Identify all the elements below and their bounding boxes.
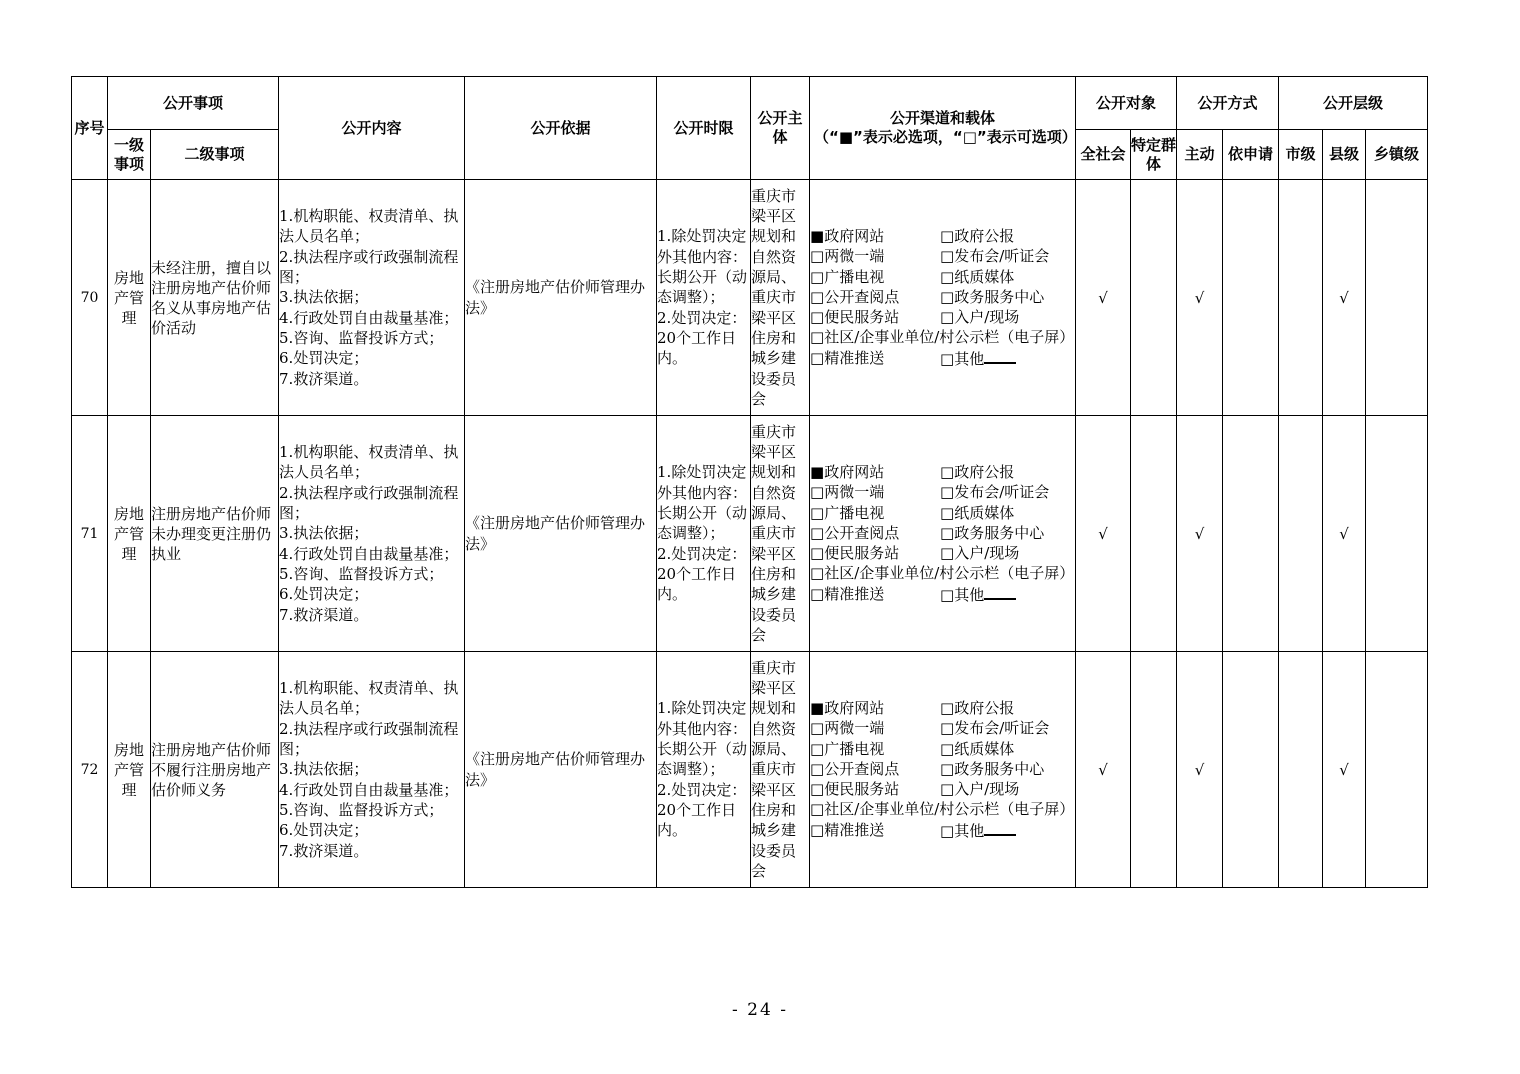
channel-service-center: □政务服务中心 xyxy=(940,287,1045,306)
channel-door: □入户/现场 xyxy=(940,308,1020,327)
channel-service-center: □政务服务中心 xyxy=(940,523,1045,542)
row-item: 未经注册，擅自以注册房地产估价师名义从事房地产估价活动 xyxy=(151,180,279,416)
row-content xyxy=(279,180,465,416)
header-method-active: 主动 xyxy=(1177,130,1223,180)
row-item: 注册房地产估价师未办理变更注册仍执业 xyxy=(151,416,279,652)
channel-service-station: □便民服务站 xyxy=(810,308,900,327)
channel-community: □社区/企事业单位/村公示栏（电子屏） xyxy=(810,328,1075,347)
level-city-check xyxy=(1279,416,1323,652)
channel-gov-site: ■政府网站 xyxy=(810,226,885,245)
channel-other: □其他 xyxy=(940,821,985,840)
row-time xyxy=(657,416,751,652)
channel-reading: □公开查阅点 xyxy=(810,759,900,778)
content-line: 1.机构职能、权责清单、执法人员名单； xyxy=(279,679,459,718)
method-active-check: √ xyxy=(1177,416,1223,652)
channel-gov-bulletin: □政府公报 xyxy=(940,462,1015,481)
page-number: - 24 - xyxy=(732,1000,788,1020)
channel-gov-bulletin: □政府公报 xyxy=(940,226,1015,245)
row-channels xyxy=(810,416,1076,652)
time-line: 1.除处罚决定外其他内容：长期公开（动态调整）； xyxy=(657,227,748,307)
content-line: 1.机构职能、权责清单、执法人员名单； xyxy=(279,443,459,482)
channel-other: □其他 xyxy=(940,585,985,604)
row-time xyxy=(657,180,751,416)
header-level2: 二级事项 xyxy=(151,130,279,180)
target-all-check: √ xyxy=(1076,180,1131,416)
time-line: 2.处罚决定：20个工作日内。 xyxy=(657,544,747,604)
channel-reading: □公开查阅点 xyxy=(810,523,900,542)
header-time: 公开时限 xyxy=(657,77,751,180)
header-method: 公开方式 xyxy=(1177,77,1279,130)
channel-service-center: □政务服务中心 xyxy=(940,759,1045,778)
table-row xyxy=(72,416,1428,652)
content-line: 6.处罚决定； xyxy=(279,349,369,368)
channel-door: □入户/现场 xyxy=(940,780,1020,799)
row-basis: 《注册房地产估价师管理办法》 xyxy=(465,652,657,888)
header-basis: 公开依据 xyxy=(465,77,657,180)
content-line: 6.处罚决定； xyxy=(279,821,369,840)
header-seq: 序号 xyxy=(72,77,108,180)
target-specific-check xyxy=(1131,180,1177,416)
channel-community: □社区/企事业单位/村公示栏（电子屏） xyxy=(810,800,1075,819)
header-level-county: 县级 xyxy=(1323,130,1366,180)
channel-push: □精准推送 xyxy=(810,584,885,603)
target-all-check: √ xyxy=(1076,416,1131,652)
method-apply-check xyxy=(1223,652,1279,888)
table-row xyxy=(72,652,1428,888)
target-specific-check xyxy=(1131,652,1177,888)
header-level: 公开层级 xyxy=(1279,77,1428,130)
row-content xyxy=(279,416,465,652)
row-seq: 72 xyxy=(72,652,108,888)
channel-paper: □纸质媒体 xyxy=(940,267,1015,286)
row-basis: 《注册房地产估价师管理办法》 xyxy=(465,416,657,652)
content-line: 7.救济渠道。 xyxy=(279,369,369,388)
channel-broadcast: □广播电视 xyxy=(810,503,885,522)
header-channels-note: （“■”表示必选项，“□”表示可选项） xyxy=(814,128,1077,146)
level-county-check: √ xyxy=(1323,180,1366,416)
row-item: 注册房地产估价师不履行注册房地产估价师义务 xyxy=(151,652,279,888)
row-subject: 重庆市梁平区规划和自然资源局、重庆市梁平区住房和城乡建设委员会 xyxy=(751,180,810,416)
content-line: 5.咨询、监督投诉方式； xyxy=(279,800,444,819)
row-category: 房地产管理 xyxy=(108,652,151,888)
header-subject: 公开主体 xyxy=(751,77,810,180)
method-active-check: √ xyxy=(1177,180,1223,416)
channel-two-one: □两微一端 xyxy=(810,483,885,502)
row-seq: 71 xyxy=(72,416,108,652)
content-line: 2.执法程序或行政强制流程图； xyxy=(279,483,459,523)
row-channels xyxy=(810,180,1076,416)
content-line: 4.行政处罚自由裁量基准； xyxy=(279,308,459,327)
row-basis: 《注册房地产估价师管理办法》 xyxy=(465,180,657,416)
channel-broadcast: □广播电视 xyxy=(810,267,885,286)
channel-press: □发布会/听证会 xyxy=(940,483,1050,502)
content-line: 7.救济渠道。 xyxy=(279,841,369,860)
disclosure-table xyxy=(71,76,1428,888)
header-channels-title: 公开渠道和载体 xyxy=(890,109,996,127)
table-row xyxy=(72,180,1428,416)
channel-other: □其他 xyxy=(940,349,985,368)
level-town-check xyxy=(1366,652,1428,888)
header-level-city: 市级 xyxy=(1279,130,1323,180)
header-target: 公开对象 xyxy=(1076,77,1177,130)
content-line: 6.处罚决定； xyxy=(279,585,369,604)
target-specific-check xyxy=(1131,416,1177,652)
content-line: 3.执法依据； xyxy=(279,524,369,543)
content-line: 2.执法程序或行政强制流程图； xyxy=(279,247,459,287)
row-content xyxy=(279,652,465,888)
content-line: 5.咨询、监督投诉方式； xyxy=(279,328,444,347)
row-channels xyxy=(810,652,1076,888)
content-line: 7.救济渠道。 xyxy=(279,605,369,624)
content-line: 4.行政处罚自由裁量基准； xyxy=(279,780,459,799)
channel-door: □入户/现场 xyxy=(940,544,1020,563)
header-target-all: 全社会 xyxy=(1076,130,1131,180)
time-line: 2.处罚决定：20个工作日内。 xyxy=(657,780,747,840)
channel-gov-bulletin: □政府公报 xyxy=(940,698,1015,717)
method-active-check: √ xyxy=(1177,652,1223,888)
row-category: 房地产管理 xyxy=(108,180,151,416)
row-subject: 重庆市梁平区规划和自然资源局、重庆市梁平区住房和城乡建设委员会 xyxy=(751,416,810,652)
row-category: 房地产管理 xyxy=(108,416,151,652)
other-blank xyxy=(984,584,1016,600)
header-level1: 一级事项 xyxy=(108,130,151,180)
level-city-check xyxy=(1279,652,1323,888)
channel-broadcast: □广播电视 xyxy=(810,739,885,758)
content-line: 2.执法程序或行政强制流程图； xyxy=(279,719,459,759)
other-blank xyxy=(984,820,1016,836)
channel-gov-site: ■政府网站 xyxy=(810,698,885,717)
content-line: 3.执法依据； xyxy=(279,760,369,779)
level-town-check xyxy=(1366,416,1428,652)
channel-reading: □公开查阅点 xyxy=(810,287,900,306)
header-items: 公开事项 xyxy=(108,77,279,130)
level-city-check xyxy=(1279,180,1323,416)
channel-press: □发布会/听证会 xyxy=(940,719,1050,738)
channel-paper: □纸质媒体 xyxy=(940,739,1015,758)
header-channels xyxy=(810,77,1076,180)
row-time xyxy=(657,652,751,888)
content-line: 3.执法依据； xyxy=(279,288,369,307)
channel-push: □精准推送 xyxy=(810,348,885,367)
header-content: 公开内容 xyxy=(279,77,465,180)
channel-two-one: □两微一端 xyxy=(810,247,885,266)
level-town-check xyxy=(1366,180,1428,416)
time-line: 1.除处罚决定外其他内容：长期公开（动态调整）； xyxy=(657,463,748,543)
channel-paper: □纸质媒体 xyxy=(940,503,1015,522)
level-county-check: √ xyxy=(1323,416,1366,652)
channel-community: □社区/企事业单位/村公示栏（电子屏） xyxy=(810,564,1075,583)
level-county-check: √ xyxy=(1323,652,1366,888)
channel-push: □精准推送 xyxy=(810,820,885,839)
row-subject: 重庆市梁平区规划和自然资源局、重庆市梁平区住房和城乡建设委员会 xyxy=(751,652,810,888)
header-method-apply: 依申请 xyxy=(1223,130,1279,180)
header-level-town: 乡镇级 xyxy=(1366,130,1428,180)
other-blank xyxy=(984,348,1016,364)
channel-press: □发布会/听证会 xyxy=(940,247,1050,266)
channel-two-one: □两微一端 xyxy=(810,719,885,738)
time-line: 1.除处罚决定外其他内容：长期公开（动态调整）； xyxy=(657,699,748,779)
header-target-specific: 特定群体 xyxy=(1131,130,1177,180)
content-line: 4.行政处罚自由裁量基准； xyxy=(279,544,459,563)
channel-gov-site: ■政府网站 xyxy=(810,462,885,481)
target-all-check: √ xyxy=(1076,652,1131,888)
row-seq: 70 xyxy=(72,180,108,416)
content-line: 5.咨询、监督投诉方式； xyxy=(279,564,444,583)
channel-service-station: □便民服务站 xyxy=(810,544,900,563)
content-line: 1.机构职能、权责清单、执法人员名单； xyxy=(279,207,459,246)
method-apply-check xyxy=(1223,416,1279,652)
method-apply-check xyxy=(1223,180,1279,416)
time-line: 2.处罚决定：20个工作日内。 xyxy=(657,308,747,368)
channel-service-station: □便民服务站 xyxy=(810,780,900,799)
